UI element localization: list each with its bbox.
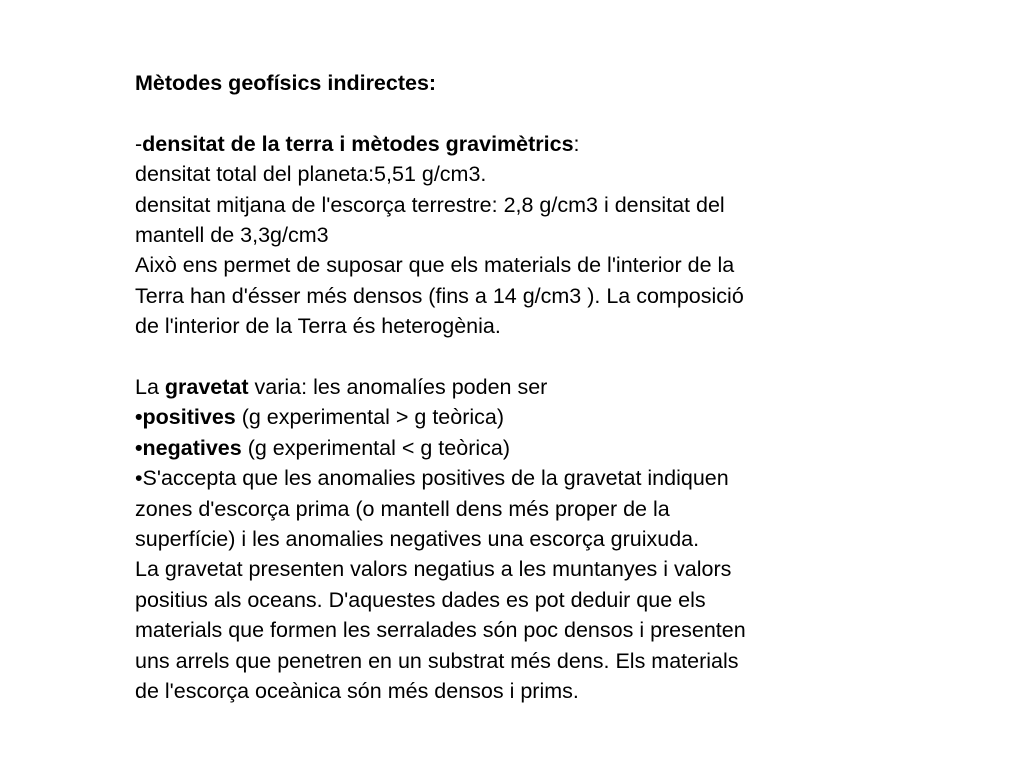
text-line: La gravetat presenten valors negatius a les muntanyes i valors: [135, 557, 732, 582]
gravity-intro: La gravetat varia: les anomalíes poden ser: [135, 375, 548, 400]
spacer: [135, 98, 875, 128]
text-line: superfície) i les anomalies negatives una escorça gruixuda.: [135, 527, 700, 552]
text-line: densitat mitjana de l'escorça terrestre: 2,8 g/cm3 i densitat del: [135, 192, 725, 217]
text-line: Terra han d'ésser més densos (fins a 14 g/cm3 ). La composició: [135, 283, 744, 308]
text-line: uns arrels que penetren en un substrat més dens. Els materials: [135, 648, 739, 673]
text-line: zones d'escorça prima (o mantell dens més proper de la: [135, 496, 670, 521]
text-line: densitat total del planeta:5,51 g/cm3.: [135, 162, 487, 187]
slide-title: Mètodes geofísics indirectes:: [135, 71, 437, 95]
bullet-positive: •positives (g experimental > g teòrica): [135, 405, 505, 430]
text-line: Això ens permet de suposar que els materials de l'interior de la: [135, 253, 735, 278]
section-heading-density: -densitat de la terra i mètodes gravimètrics:: [135, 131, 580, 156]
slide-content: [135, 68, 875, 707]
text-line: de l'interior de la Terra és heterogènia.: [135, 314, 501, 339]
text-line: •S'accepta que les anomalies positives de la gravetat indiquen: [135, 466, 729, 491]
spacer: [135, 342, 875, 372]
text-line: positius als oceans. D'aquestes dades es pot deduir que els: [135, 587, 706, 612]
text-line: mantell de 3,3g/cm3: [135, 223, 329, 248]
bullet-negative: •negatives (g experimental < g teòrica): [135, 435, 510, 460]
text-line: materials que formen les serralades són poc densos i presenten: [135, 618, 746, 643]
text-line: de l'escorça oceànica són més densos i prims.: [135, 679, 579, 704]
